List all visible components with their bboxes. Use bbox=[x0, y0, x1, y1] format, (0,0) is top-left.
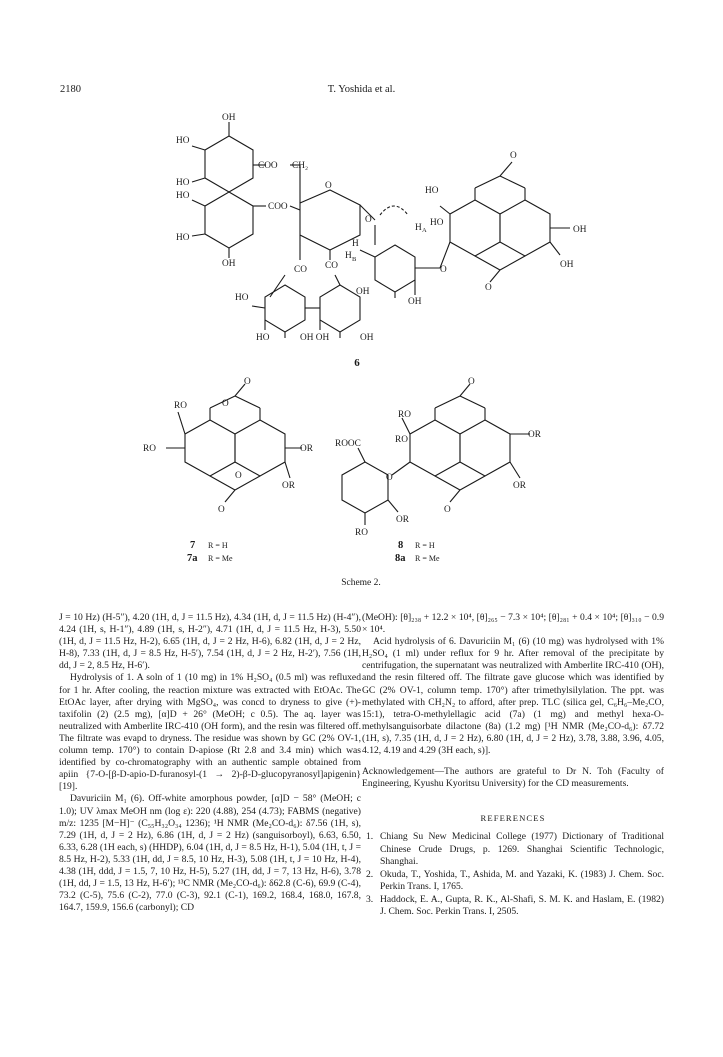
compound-8-labels bbox=[335, 377, 542, 538]
compound-6-labels bbox=[176, 113, 587, 343]
svg-text:H: H bbox=[352, 239, 359, 249]
label-7a: 7a bbox=[187, 553, 198, 564]
svg-text:OH: OH bbox=[560, 260, 574, 270]
nmr-continuation: J = 10 Hz) (H-5″), 4.20 (1H, d, J = 11.5 Hz), 4.34 (1H, d, J = 11.5 Hz) (H-4″), 4.24 (1H, s, H-1″), 4.89 (1H, s, H-2″), 4.71 (1H, d, J = 11.5 Hz, H-3), 5.50 (1H, d, J = 11.5 Hz, H-2), 6.65 (1H, d, J = 2 Hz, H-6), 6.82 (1H, d, J = 2 Hz, H-8), 7.33 (1H, d, J = 8.5 Hz, H-5′), 7.54 (1H, d, J = 2 Hz, H-2′), 7.56 (1H, dd, J = 2, 8.5 Hz, H-6′). bbox=[59, 612, 361, 672]
reference-text: Haddock, E. A., Gupta, R. K., Al-Shafi, S. M. K. and Haslam, E. (1982) J. Chem. Soc. Perkin Trans. I, 2505. bbox=[380, 893, 664, 917]
svg-text:O: O bbox=[325, 181, 332, 191]
svg-text:OH: OH bbox=[573, 225, 587, 235]
label-8-r: R = H bbox=[415, 541, 435, 550]
svg-text:H: H bbox=[345, 251, 352, 261]
svg-text:O: O bbox=[386, 473, 393, 483]
svg-text:B: B bbox=[352, 256, 357, 263]
ring-d2 bbox=[500, 200, 550, 256]
glucose-ring bbox=[300, 190, 360, 250]
svg-text:HO: HO bbox=[430, 218, 444, 228]
svg-text:CO: CO bbox=[325, 261, 338, 271]
svg-text:O: O bbox=[510, 151, 517, 161]
svg-text:RO: RO bbox=[355, 528, 368, 538]
svg-text:OR: OR bbox=[300, 444, 313, 454]
svg-text:H: H bbox=[415, 223, 422, 233]
svg-text:RO: RO bbox=[398, 410, 411, 420]
svg-text:OR: OR bbox=[513, 481, 526, 491]
label-7-r: R = H bbox=[208, 541, 228, 550]
svg-text:RO: RO bbox=[143, 444, 156, 454]
svg-text:OH: OH bbox=[356, 287, 370, 297]
svg-text:HO: HO bbox=[176, 178, 190, 188]
reference-item bbox=[362, 894, 664, 918]
svg-text:COO: COO bbox=[258, 161, 278, 171]
svg-text:OR: OR bbox=[396, 515, 409, 525]
page-number: 2180 bbox=[60, 84, 81, 95]
svg-text:OR: OR bbox=[528, 430, 541, 440]
svg-text:OR: OR bbox=[282, 481, 295, 491]
reference-text: Chiang Su New Medicinal College (1977) Dictionary of Traditional Chinese Crude Drugs, p. 1269. Shanghai Scientific Technologic, Shanghai. bbox=[380, 831, 664, 867]
reference-number: 1. bbox=[366, 831, 374, 843]
ring-b2 bbox=[320, 285, 360, 332]
svg-text:HO: HO bbox=[235, 293, 249, 303]
svg-text:RO: RO bbox=[174, 401, 187, 411]
references-heading: REFERENCES bbox=[480, 813, 546, 824]
svg-text:OH: OH bbox=[408, 297, 422, 307]
davuriciin-paragraph: Davuriciin M₁ (6). Off-white amorphous powder, [α]D − 58° (MeOH; c 1.0); UV λmax MeOH nm (log ε): 220 (4.88), 254 (4.73); FABMS (negative) m/z: 1235 [M−H]⁻ (C₅₅H₃₂O₃₄ 1236); ¹H NMR (Me₂CO-d₆): δ7.56 (1H, s), 7.29 (1H, d, J = 2 Hz), 6.86 (1H, d, J = 2 Hz) (sanguisorboyl), 6.63, 6.50, 6.33, 6.28 (1H each, s) (HHDP), 6.04 (1H, d, J = 8.5 Hz, H-1), 5.04 (1H, t, J = 8.5 Hz, H-2), 5.33 (1H, dd, J = 8.5, 10 Hz, H-3), 5.08 (1H, t, J = 10 Hz, H-4), 4.38 (1H, ddd, J = 1.5, 7, 10 Hz, H-5), 5.27 (1H, dd, J = 7, 13 Hz, H-6), 3.78 (1H, dd, J = 1.5, 13 Hz, H-6′); ¹³C NMR (Me₂CO-d₆): δ62.8 (C-6), 69.9 (C-4), 73.2 (C-5), 75.6 (C-2), 77.0 (C-3), 92.1 (C-1), 169.2, 168.4, 168.0, 167.8, 164.7, 159.9, 156.6 (carbonyl); CD bbox=[59, 793, 361, 914]
cd-continuation: (MeOH): [θ]₂₃₈ + 12.2 × 10⁴, [θ]₂₆₅ − 7.3 × 10⁴; [θ]₂₈₁ + 0.4 × 10⁴; [θ]₃₁₀ − 0.9 × 10⁴. bbox=[362, 612, 664, 636]
reference-item bbox=[362, 831, 664, 867]
svg-text:O: O bbox=[468, 377, 475, 387]
compound-7-labels bbox=[143, 377, 314, 515]
svg-text:HO: HO bbox=[256, 333, 270, 343]
right-column bbox=[362, 612, 664, 919]
svg-text:RO: RO bbox=[395, 435, 408, 445]
svg-text:OH: OH bbox=[222, 113, 236, 123]
reference-number: 3. bbox=[366, 893, 374, 905]
svg-text:ROOC: ROOC bbox=[335, 439, 361, 449]
running-head: T. Yoshida et al. bbox=[327, 84, 396, 95]
compound-6-label: 6 bbox=[354, 357, 360, 369]
hydrolysis-paragraph: Hydrolysis of 1. A soln of 1 (10 mg) in 1% H₂SO₄ (0.5 ml) was refluxed for 1 hr. After cooling, the reaction mixture was extracted with EtOAc. The EtOAc layer, after drying with MgSO₄, was concd to dryness to give (+)-taxifolin (2) (2.5 mg), [α]D + 26° (MeOH; c 0.5). The aq. layer was neutralized with Amberlite IRC-410 (OH form), and the resin was filtered off. The filtrate was evapd to dryness. The residue was shown by GC (2% OV-1, column temp. 170°) to contain D-apiose (Rt 2.8 and 3.4 min) which was identified by co-chromatography with an authentic sample obtained from apiin {7-O-[β-D-apio-D-furanosyl-(1 → 2)-β-D-glucopyranosyl]apigenin} [19]. bbox=[59, 672, 361, 793]
svg-text:O: O bbox=[444, 505, 451, 515]
svg-text:O: O bbox=[365, 215, 372, 225]
svg-text:OH: OH bbox=[222, 259, 236, 269]
ring-d1 bbox=[450, 200, 500, 256]
reference-item bbox=[362, 869, 664, 893]
label-8a: 8a bbox=[395, 553, 406, 564]
acknowledgement: Acknowledgement—The authors are grateful to Dr N. Toh (Faculty of Engineering, Kyushu Kyoritsu University) for the CD measurements. bbox=[362, 766, 664, 790]
svg-text:O: O bbox=[235, 471, 242, 481]
label-8a-r: R = Me bbox=[415, 554, 440, 563]
svg-text:HO: HO bbox=[425, 186, 439, 196]
ring-a1 bbox=[205, 136, 253, 192]
left-column bbox=[59, 612, 361, 914]
svg-text:CH₂: CH₂ bbox=[292, 161, 309, 171]
acid-hydrolysis-paragraph: Acid hydrolysis of 6. Davuriciin M₁ (6) (10 mg) was hydrolysed with 1% H₂SO₄ (1 ml) under reflux for 9 hr. After removal of the precipitate by centrifugation, the supernatant was neutralized with Amberlite IRC-410 (OH), and the resin filtered off. The filtrate gave glucose which was identified by GC (2% OV-1, column temp. 170°) after trimethylsilylation. The ppt. was methylated with CH₂N₂ to afford, after prep. TLC (silica gel, C₆H₆–Me₂CO, 15:1), tetra-O-methylellagic acid (7a) (1 mg) and methyl hexa-O-methylsanguisorbate dilactone (8a) (1.2 mg) [¹H NMR (Me₂CO-d₆): δ7.72 (1H, s), 7.35 (1H, d, J = 2 Hz), 6.80 (1H, d, J = 2 Hz), 3.78, 3.88, 3.96, 4.05, 4.12, 4.19 and 4.29 (3H each, s)]. bbox=[362, 636, 664, 757]
ring-a2 bbox=[205, 192, 253, 248]
svg-text:O: O bbox=[485, 283, 492, 293]
reference-text: Okuda, T., Yoshida, T., Ashida, M. and Yazaki, K. (1983) J. Chem. Soc. Perkin Trans. I, 1765. bbox=[380, 868, 664, 892]
svg-text:O: O bbox=[218, 505, 225, 515]
ring-c bbox=[375, 245, 415, 292]
svg-text:A: A bbox=[422, 227, 427, 234]
svg-text:HO: HO bbox=[176, 136, 190, 146]
scheme-caption: Scheme 2. bbox=[341, 578, 381, 588]
svg-text:HO: HO bbox=[176, 191, 190, 201]
svg-text:O: O bbox=[440, 265, 447, 275]
compound-labels bbox=[187, 540, 440, 564]
compound-8-structure bbox=[342, 384, 530, 525]
ring-b1 bbox=[265, 285, 305, 332]
reference-number: 2. bbox=[366, 868, 374, 880]
label-7a-r: R = Me bbox=[208, 554, 233, 563]
label-7: 7 bbox=[190, 540, 196, 551]
label-8: 8 bbox=[398, 540, 404, 551]
svg-text:CO: CO bbox=[294, 265, 307, 275]
svg-text:O: O bbox=[244, 377, 251, 387]
svg-text:COO: COO bbox=[268, 202, 288, 212]
svg-text:HO: HO bbox=[176, 233, 190, 243]
svg-text:OH OH: OH OH bbox=[300, 333, 330, 343]
svg-text:O: O bbox=[222, 399, 229, 409]
svg-text:OH: OH bbox=[360, 333, 374, 343]
